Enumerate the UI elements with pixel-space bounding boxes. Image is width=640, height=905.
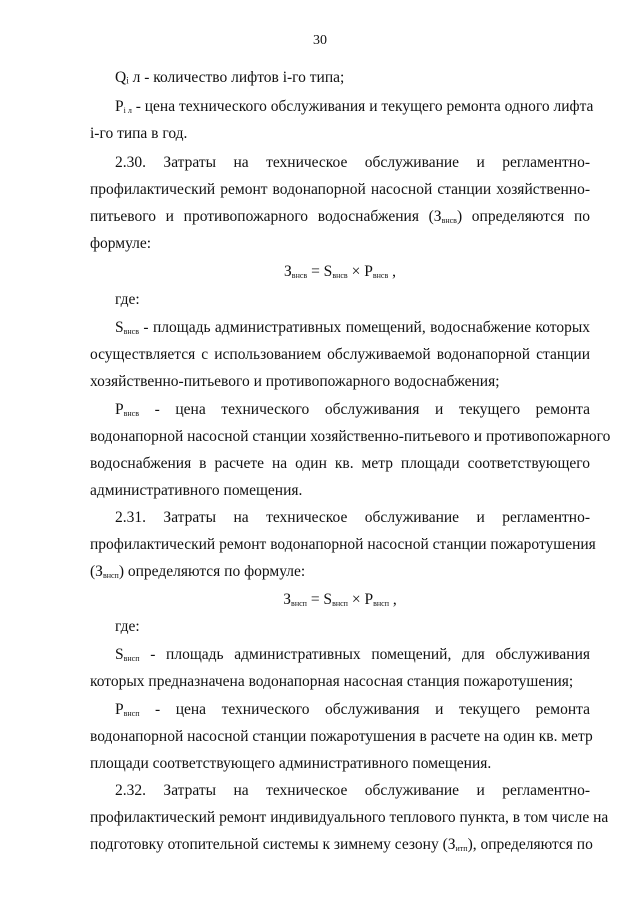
text-line: формуле: [90, 235, 152, 252]
where-label: где: [115, 291, 140, 308]
text-line: водонапорной насосной станции пожаротушения в расчете на один кв. метр [90, 728, 593, 745]
definition-p-lifts: $P_{i л}$ - цена технического обслуживания и текущего ремонта одного лифта [115, 98, 594, 115]
text-line: i-го типа в год. [90, 125, 188, 142]
text-line: питьевого и противопожарного водоснабжения $(З_{внсв})$ определяются по [90, 208, 590, 225]
text-line: административного помещения. [90, 482, 303, 499]
definition-s-vnsp: $S_{внсп}$ - площадь административных помещений, для обслуживания [115, 646, 590, 663]
text-line: профилактический ремонт индивидуального теплового пункта, в том числе на [90, 809, 609, 826]
text-line: водонапорной насосной станции хозяйственно-питьевого и противопожарного [90, 428, 611, 445]
text-line: $(З_{внсп})$ определяются по формуле: [90, 563, 306, 580]
text-line: профилактический ремонт водонапорной насосной станции хозяйственно- [90, 181, 590, 198]
text-line: которых предназначена водонапорная насосная станция пожаротушения; [90, 673, 574, 690]
definition-s-vnsv: $S_{внсв}$ - площадь административных помещений, водоснабжение которых [115, 319, 590, 336]
where-label: где: [115, 618, 140, 635]
formula-2: $З_{внсп} = S_{внсп} \times P_{внсп}$ , [283, 591, 397, 608]
section-2-31-heading: 2.31. Затраты на техническое обслуживание и регламентно- [115, 509, 590, 526]
definition-q-lifts: Qᵢ л - количество лифтов i-го типа; [115, 69, 345, 86]
page-number: 30 [313, 33, 327, 48]
text-line: площади соответствующего административного помещения. [90, 755, 492, 772]
text-line: осуществляется с использованием обслуживаемой водонапорной станции [90, 346, 590, 363]
text-line: хозяйственно-питьевого и противопожарного водоснабжения; [90, 373, 500, 390]
section-2-32-heading: 2.32. Затраты на техническое обслуживание и регламентно- [115, 782, 590, 799]
section-2-30-heading: 2.30. Затраты на техническое обслуживание и регламентно- [115, 154, 590, 171]
text-line: подготовку отопительной системы к зимнему сезону $(З_{итп})$, определяются по [90, 836, 593, 853]
text-line: водоснабжения в расчете на один кв. метр площади соответствующего [90, 455, 590, 472]
text-line: профилактический ремонт водонапорной насосной станции пожаротушения [90, 536, 596, 553]
definition-p-vnsv: $P_{внсв}$ - цена технического обслуживания и текущего ремонта [115, 401, 590, 418]
formula-1: $З_{внсв} = S_{внсв} \times P_{внсв}$ , [284, 263, 396, 280]
definition-p-vnsp: $P_{внсп}$ - цена технического обслуживания и текущего ремонта [115, 701, 590, 718]
